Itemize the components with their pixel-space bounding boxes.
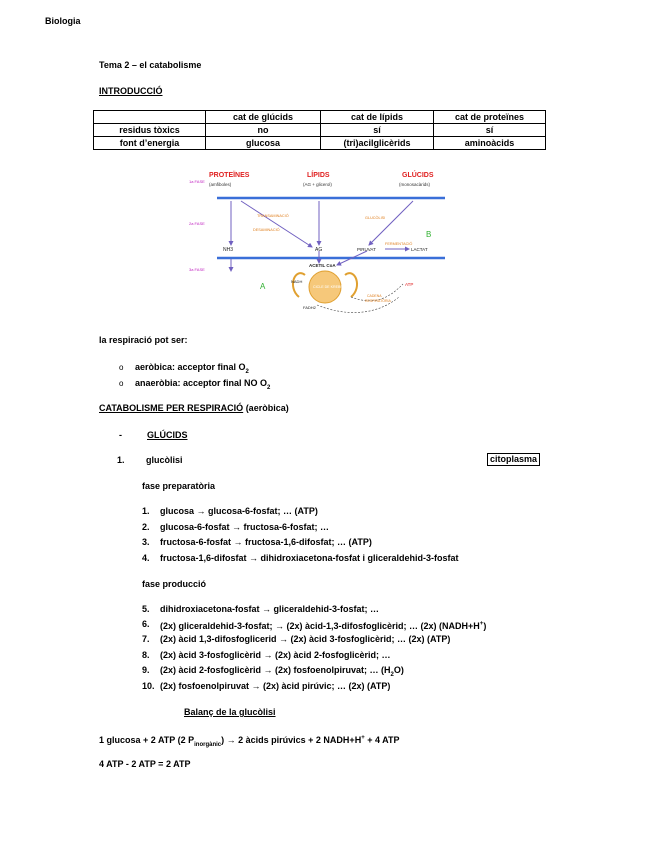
- balance-heading: Balanç de la glucòlisi: [184, 707, 276, 717]
- bullet-circle-icon: o: [119, 363, 124, 372]
- step-number: 5.: [142, 604, 150, 614]
- balance-equation: [99, 733, 399, 751]
- catabolism-diagram: [187, 167, 447, 317]
- table-cell: font d’energia: [94, 137, 206, 150]
- step-text: (2x) fosfoenolpiruvat → (2x) àcid pirúvic; … (2x) (ATP): [160, 681, 391, 691]
- table-header-cell: cat de glúcids: [206, 111, 321, 124]
- list-item: [135, 378, 270, 394]
- catabolisme-heading-text: CATABOLISME PER RESPIRACIÓ: [99, 403, 244, 413]
- step-text: (2x) àcid 1,3-difosfoglicerid → (2x) àcid 3-fosfoglicèrid; … (2x) (ATP): [160, 634, 451, 644]
- glucolisi-number: 1.: [117, 455, 125, 465]
- diagram-nadh: NADH: [291, 279, 303, 284]
- comparison-table: [93, 110, 546, 150]
- balance-eq-a: 1 glucosa + 2 ATP (2 P: [99, 735, 195, 745]
- table-header-cell: cat de lípids: [321, 111, 434, 124]
- diagram-letter-a: A: [260, 282, 266, 291]
- balance-eq-sup: +: [361, 735, 365, 741]
- list-item-sub: 2: [267, 384, 271, 391]
- balance-eq-sub: inorgànic: [194, 741, 222, 748]
- step-sub: 2: [390, 671, 394, 678]
- svg-text:RESPIRATÒRIA: RESPIRATÒRIA: [365, 299, 391, 303]
- diagram-piruvat: PIRUVAT: [357, 247, 376, 252]
- table-cell: sí: [434, 124, 546, 137]
- table-header-row: [94, 111, 546, 124]
- diagram-sublabel: (AG + glicerol): [303, 182, 332, 187]
- list-item: [142, 681, 391, 692]
- step-text: (2x) àcid 3-fosfoglicèrid → (2x) àcid 2-fosfoglicèrid; …: [160, 650, 391, 660]
- balance-eq-c: + 4 ATP: [364, 735, 400, 745]
- svg-text:TRANSAMINACIÓ: TRANSAMINACIÓ: [257, 214, 289, 218]
- step-tail: ): [483, 621, 487, 631]
- diagram-label-glucids: GLÚCIDS: [402, 172, 434, 179]
- list-item: [142, 604, 380, 615]
- step-tail: O): [393, 665, 404, 675]
- balance-total: 4 ATP - 2 ATP = 2 ATP: [99, 759, 191, 769]
- step-text: dihidroxiacetona-fosfat → gliceraldehid-3-fosfat; …: [160, 604, 380, 614]
- svg-text:FERMENTACIÓ: FERMENTACIÓ: [385, 242, 413, 246]
- step-text: glucosa → glucosa-6-fosfat; … (ATP): [160, 506, 318, 516]
- diagram-phase-3: 3a FASE: [189, 267, 205, 272]
- diagram-krebs: CICLE DE KREBS: [313, 285, 343, 289]
- table-row: [94, 137, 546, 150]
- diagram-phase-2: 2a FASE: [189, 221, 205, 226]
- step-number: 4.: [142, 553, 150, 563]
- intro-heading: INTRODUCCIÓ: [99, 86, 163, 96]
- list-item-label: anaeròbia: acceptor final NO O: [135, 378, 268, 388]
- step-number: 1.: [142, 506, 150, 516]
- step-number: 8.: [142, 650, 150, 660]
- step-text: (2x) gliceraldehid-3-fosfat; → (2x) àcid-1,3-difosfoglicèrid; … (2x) (NADH+H: [160, 621, 480, 631]
- list-item: [142, 522, 330, 533]
- catabolisme-heading-paren: (aeròbica): [243, 403, 289, 413]
- step-number: 7.: [142, 634, 150, 644]
- page-title: Tema 2 – el catabolisme: [99, 60, 202, 70]
- list-item: [142, 537, 372, 548]
- table-cell: glucosa: [206, 137, 321, 150]
- step-number: 3.: [142, 537, 150, 547]
- step-text: fructosa-6-fosfat → fructosa-1,6-difosfat; … (ATP): [160, 537, 372, 547]
- svg-text:GLUCÒLISI: GLUCÒLISI: [365, 216, 386, 220]
- list-item-label: aeròbica: acceptor final O: [135, 362, 246, 372]
- list-item: [142, 634, 451, 645]
- diagram-sublabel: (amfiboles): [209, 182, 232, 187]
- table-row: [94, 124, 546, 137]
- fase-preparatoria-heading: fase preparatòria: [142, 481, 216, 491]
- table-header-cell: cat de proteïnes: [434, 111, 546, 124]
- list-item-sub: 2: [245, 368, 249, 375]
- header-subject: Biologia: [45, 16, 81, 26]
- table-cell: (tri)acilglicèrids: [321, 137, 434, 150]
- table-cell: aminoàcids: [434, 137, 546, 150]
- step-text: (2x) àcid 2-fosfoglicèrid → (2x) fosfoenolpiruvat; … (H: [160, 665, 391, 675]
- respiracio-intro: la respiració pot ser:: [99, 335, 188, 345]
- diagram-label-lipids: LÍPIDS: [307, 172, 330, 179]
- fase-produccio-heading: fase producció: [142, 579, 207, 589]
- step-number: 10.: [142, 681, 155, 691]
- list-item: [142, 619, 487, 631]
- diagram-ag: AG: [315, 247, 323, 253]
- glucids-dash: -: [119, 430, 122, 440]
- list-item: [142, 506, 318, 517]
- svg-text:CADENA: CADENA: [367, 294, 382, 298]
- glucids-heading: GLÚCIDS: [147, 430, 188, 440]
- step-text: fructosa-1,6-difosfat → dihidroxiacetona-fosfat i gliceraldehid-3-fosfat: [160, 553, 459, 563]
- svg-text:DESAMINACIÓ: DESAMINACIÓ: [253, 228, 280, 232]
- balance-eq-b: ) → 2 àcids pirúvics + 2 NADH+H: [221, 735, 362, 745]
- glucolisi-label: glucòlisi: [146, 455, 183, 465]
- diagram-acetil: ACETIL CoA: [309, 263, 336, 268]
- diagram-label-proteines: PROTEÏNES: [209, 172, 250, 179]
- list-item: [142, 650, 391, 661]
- diagram-lactat: LACTAT: [411, 247, 428, 252]
- list-item: [142, 665, 404, 678]
- location-badge: citoplasma: [487, 453, 540, 466]
- step-number: 6.: [142, 619, 150, 629]
- table-cell: sí: [321, 124, 434, 137]
- bullet-circle-icon: o: [119, 379, 124, 388]
- list-item: [135, 362, 249, 378]
- list-item: [142, 553, 459, 564]
- step-text: glucosa-6-fosfat → fructosa-6-fosfat; …: [160, 522, 330, 532]
- diagram-sublabel: (monosacàrids): [399, 182, 431, 187]
- catabolisme-heading: [99, 403, 289, 414]
- diagram-nh3: NH3: [223, 247, 234, 253]
- table-cell: residus tòxics: [94, 124, 206, 137]
- diagram-atp: ATP: [405, 282, 414, 287]
- diagram-phase-1: 1a FASE: [189, 179, 205, 184]
- step-number: 9.: [142, 665, 150, 675]
- step-sup: +: [479, 621, 484, 627]
- diagram-letter-b: B: [426, 230, 432, 239]
- table-header-cell: [94, 111, 206, 124]
- table-cell: no: [206, 124, 321, 137]
- step-number: 2.: [142, 522, 150, 532]
- diagram-fadh: FADH2: [303, 305, 316, 310]
